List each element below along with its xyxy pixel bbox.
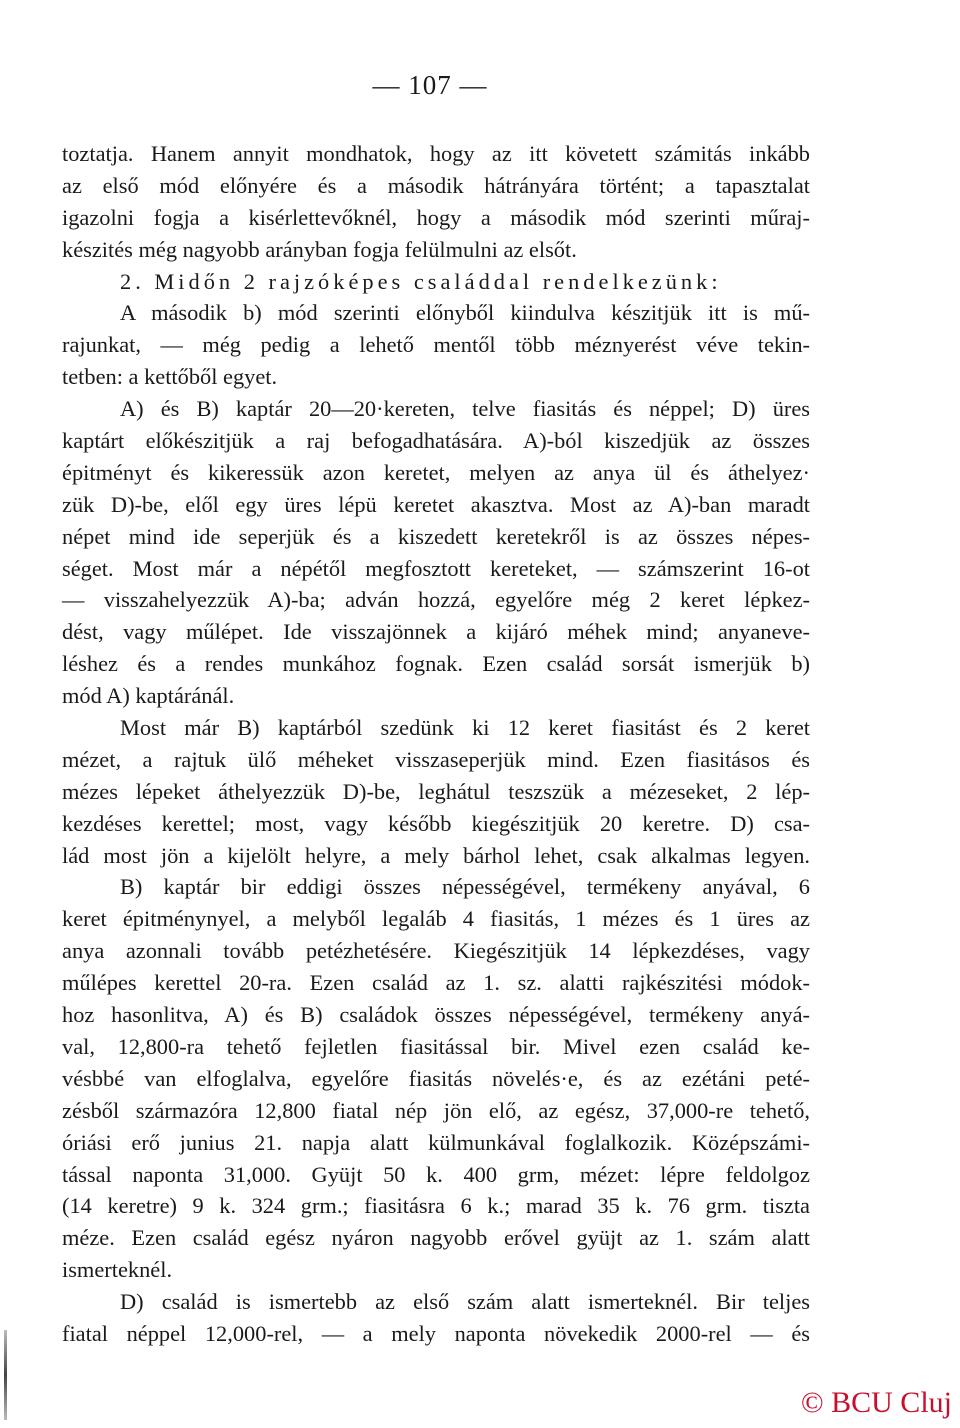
text-line: zésből származóra 12,800 fiatal nép jön elő, az egész, 37,000-re tehető, [62,1097,810,1123]
text-line: Most már B) kaptárból szedünk ki 12 keret fiasitást és 2 keret [120,715,810,741]
text-line: tással naponta 31,000. Gyüjt 50 k. 400 grm, mézet: lépre feldolgoz [62,1161,810,1187]
text-line: keret épitménynyel, a melyből legaláb 4 fiasitás, 1 mézes és 1 üres az [62,906,810,932]
text-line: rajunkat, — még pedig a lehető mentől több méznyerést véve tekin- [62,332,810,358]
text-line: műlépes kerettel 20-ra. Ezen család az 1. sz. alatti rajkészitési módok- [62,970,810,996]
text-line: léshez és a rendes munkához fognak. Ezen család sorsát ismerjük b) [62,651,810,677]
text-line: hoz hasonlitva, A) és B) családok összes népességével, termékeny anyá- [62,1002,810,1028]
page-body [62,138,810,1350]
text-line: mód A) kaptáránál. [62,683,235,709]
text-line: épitményt és kikeressük azon keretet, melyen az anya ül és áthelyez· [62,459,810,485]
text-line: dést, vagy műlépet. Ide visszajönnek a kijáró méhek mind; anyaneve- [62,619,810,645]
text-line: mézet, a rajtuk ülő méheket visszaseperjük mind. Ezen fiasitásos és [62,746,810,772]
library-watermark: © BCU Cluj [800,1386,952,1419]
text-line: ismerteknél. [62,1257,173,1283]
text-line: anya azonnali tovább petézhetésére. Kiegészitjük 14 lépkezdéses, vagy [62,938,810,964]
text-line: toztatja. Hanem annyit mondhatok, hogy az itt követett számitás inkább [62,141,810,166]
text-line: B) kaptár bir eddigi összes népességével, termékeny anyával, 6 [120,874,810,900]
text-line: — visszahelyezzük A)-ba; adván hozzá, egyelőre még 2 keret lépkez- [62,587,810,613]
page-number: — 107 — [372,70,488,100]
text-line: lád most jön a kijelölt helyre, a mely bárhol lehet, csak alkalmas legyen. [62,842,810,868]
text-line: óriási erő junius 21. napja alatt külmunkával foglalkozik. Középszámi- [62,1129,810,1155]
text-line: mézes lépeket áthelyezzük D)-be, leghátul teszszük a mézeseket, 2 lép- [62,778,810,804]
section-heading: 2. Midőn 2 rajzóképes családdal rendelkezünk: [120,268,722,294]
text-line: A második b) mód szerinti előnyből kiindulva készitjük itt is mű- [120,300,810,326]
text-line: igazolni fogja a kisérlettevőknél, hogy a második mód szerinti műraj- [62,204,810,230]
text-line: val, 12,800-ra tehető fejletlen fiasitással bir. Mivel ezen család ke- [62,1033,810,1059]
text-line: az első mód előnyére és a második hátrányára történt; a tapasztalat [62,172,810,198]
text-line: népet mind ide seperjük és a kiszedett keretekről is az összes népes- [62,523,810,549]
text-line: (14 keretre) 9 k. 324 grm.; fiasitásra 6 k.; marad 35 k. 76 grm. tiszta [62,1193,810,1219]
text-line: kaptárt előkészitjük a raj befogadhatására. A)-ból kiszedjük az összes [62,428,810,454]
text-line: A) és B) kaptár 20—20·kereten, telve fiasitás és néppel; D) üres [120,396,810,422]
text-line: D) család is ismertebb az első szám alatt ismerteknél. Bir teljes [120,1289,810,1315]
text-line: kezdéses kerettel; most, vagy később kiegészitjük 20 keretre. D) csa- [62,810,810,836]
text-line: tetben: a kettőből egyet. [62,364,278,390]
scan-margin-mark [4,1330,7,1420]
text-line: zük D)-be, elől egy üres lépü keretet akasztva. Most az A)-ban maradt [62,491,810,517]
text-line: vésbbé van elfoglalva, egyelőre fiasitás növelés·e, és az ezétáni peté- [62,1065,810,1091]
text-line: fiatal néppel 12,000-rel, — a mely naponta növekedik 2000-rel — és [62,1320,810,1346]
text-line: méze. Ezen család egész nyáron nagyobb erővel gyüjt az 1. szám alatt [62,1225,810,1251]
text-line: séget. Most már a népétől megfosztott kereteket, — számszerint 16-ot [62,555,810,581]
text-line: készités még nagyobb arányban fogja felülmulni az elsőt. [62,236,577,262]
